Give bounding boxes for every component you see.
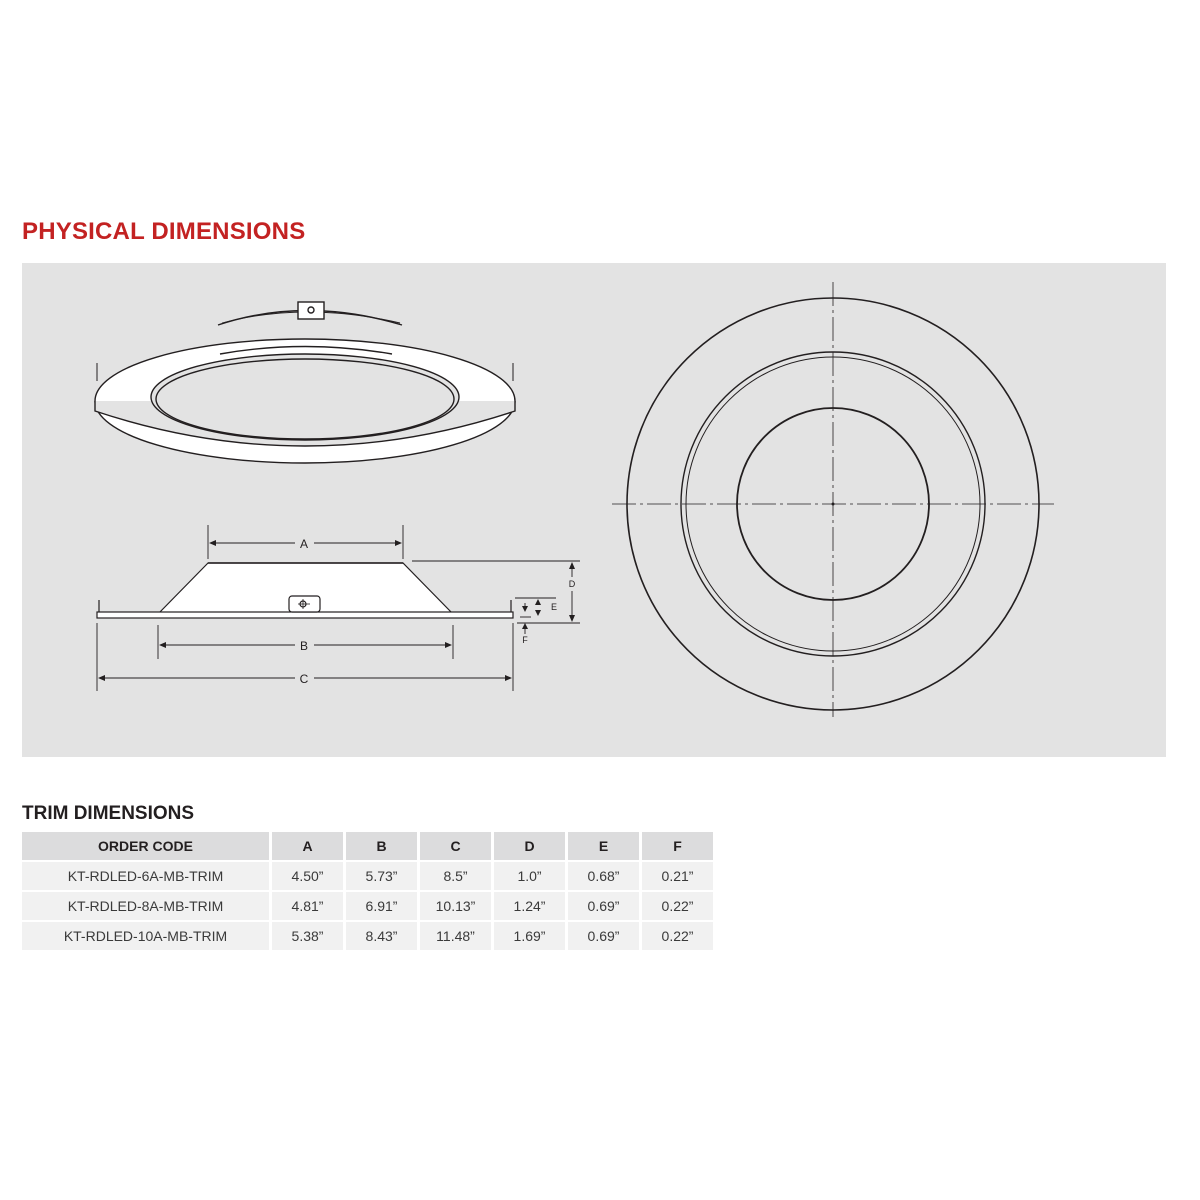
dimension-c-label: C	[299, 672, 309, 686]
b-cell: 8.43”	[346, 922, 420, 952]
a-cell: 5.38”	[272, 922, 346, 952]
f-cell: 0.22”	[642, 892, 713, 922]
b-cell: 5.73”	[346, 862, 420, 892]
order-code-cell: KT-RDLED-8A-MB-TRIM	[22, 892, 272, 922]
trim-side-profile	[97, 563, 513, 618]
table-header-row	[22, 832, 713, 862]
dimension-d-label: D	[568, 579, 576, 589]
dimension-diagram-panel	[22, 263, 1166, 757]
dimension-a-label: A	[299, 537, 309, 551]
trim-dimensions-title: TRIM DIMENSIONS	[22, 803, 195, 824]
e-cell: 0.69”	[568, 892, 642, 922]
d-cell: 1.0”	[494, 862, 568, 892]
mounting-clip-icon	[298, 302, 324, 319]
f-cell: 0.22”	[642, 922, 713, 952]
header-c: C	[420, 832, 494, 862]
order-code-cell: KT-RDLED-10A-MB-TRIM	[22, 922, 272, 952]
header-b: B	[346, 832, 420, 862]
header-e: E	[568, 832, 642, 862]
c-cell: 11.48”	[420, 922, 494, 952]
e-cell: 0.69”	[568, 922, 642, 952]
dimension-f-label: F	[522, 635, 528, 645]
table-row	[22, 922, 713, 952]
dimension-diagram	[22, 263, 1166, 757]
d-cell: 1.69”	[494, 922, 568, 952]
a-cell: 4.81”	[272, 892, 346, 922]
trim-perspective-view	[95, 302, 515, 463]
dimension-f	[520, 603, 531, 634]
header-a: A	[272, 832, 346, 862]
d-cell: 1.24”	[494, 892, 568, 922]
order-code-cell: KT-RDLED-6A-MB-TRIM	[22, 862, 272, 892]
trim-dimensions-table	[22, 832, 713, 952]
c-cell: 8.5”	[420, 862, 494, 892]
a-cell: 4.50”	[272, 862, 346, 892]
dimension-b-label: B	[299, 639, 309, 653]
e-cell: 0.68”	[568, 862, 642, 892]
page-title: PHYSICAL DIMENSIONS	[22, 218, 306, 245]
header-f: F	[642, 832, 713, 862]
header-order-code: ORDER CODE	[22, 832, 272, 862]
table-row	[22, 892, 713, 922]
b-cell: 6.91”	[346, 892, 420, 922]
c-cell: 10.13”	[420, 892, 494, 922]
header-d: D	[494, 832, 568, 862]
f-cell: 0.21”	[642, 862, 713, 892]
table-row	[22, 862, 713, 892]
dimension-e-label: E	[550, 602, 558, 612]
trim-plan-view	[612, 282, 1054, 717]
dimension-e	[515, 598, 556, 616]
